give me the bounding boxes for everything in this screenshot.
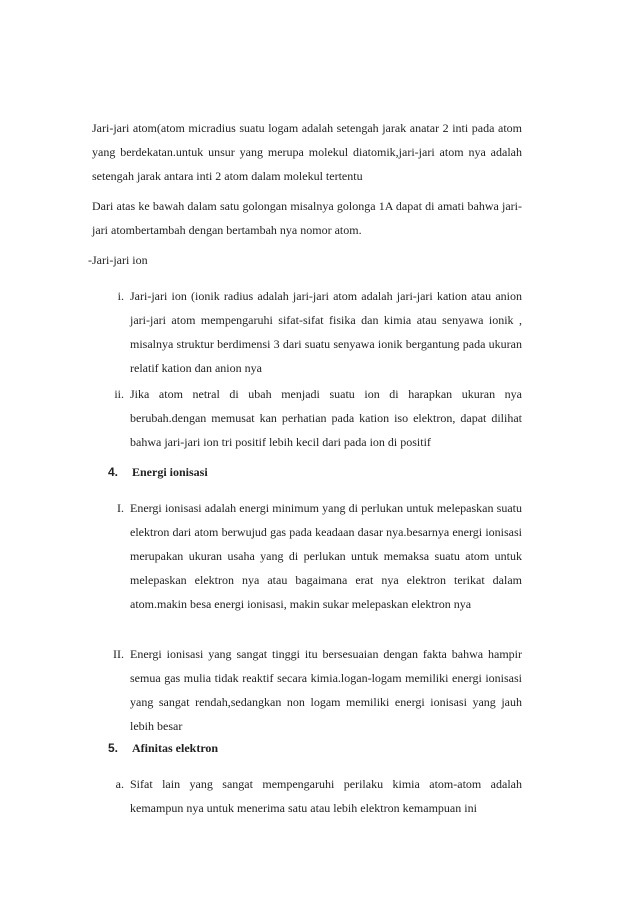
list-item-text: Jari-jari ion (ionik radius adalah jari-jari atom adalah jari-jari kation atau anion jari-jari atom mempengaruhi sifat-sifat fisika dan kimia atau senyawa ionik , misalnya struktur berdimensi 3 dari suatu senyawa ionik bergantung pada ukuran relatif kation dan anion nya: [130, 289, 522, 375]
section-heading-electron-affinity: [108, 736, 218, 760]
section-title: Energi ionisasi: [132, 465, 208, 479]
list-item-number: i.: [117, 289, 124, 303]
section-number: 4.: [108, 465, 119, 479]
list-item-number: I.: [117, 501, 124, 515]
section-ionic-radius-heading: -Jari-jari ion: [88, 253, 148, 267]
list-item-text: Jika atom netral di ubah menjadi suatu ion di harapkan ukuran nya berubah.dengan memusat kan perhatian pada kation iso elektron, dapat dilihat bahwa jari-jari ion tri positif lebih kecil dari pada ion di positif: [130, 387, 522, 449]
section-heading-ionization-energy: [108, 460, 208, 484]
list-item: [92, 496, 522, 616]
list-item: [92, 772, 522, 820]
section-number: 5.: [108, 741, 119, 755]
list-item-number: a.: [115, 777, 124, 791]
section-title: Afinitas elektron: [132, 741, 219, 755]
list-item-text: Sifat lain yang sangat mempengaruhi perilaku kimia atom-atom adalah kemampun nya untuk menerima satu atau lebih elektron kemampuan ini: [130, 777, 522, 815]
list-item: [92, 642, 522, 738]
list-item: [92, 284, 522, 380]
list-item-text: Energi ionisasi yang sangat tinggi itu bersesuaian dengan fakta bahwa hampir semua gas mulia tidak reaktif secara kimia.logan-logam memiliki energi ionisasi yang sangat rendah,sedangkan non logam memiliki energi ionisasi yang jauh lebih besar: [130, 647, 522, 733]
list-item-text: Energi ionisasi adalah energi minimum yang di perlukan untuk melepaskan suatu elektron dari atom berwujud gas pada keadaan dasar nya.besarnya energi ionisasi merupakan ukuran usaha yang di perlukan untuk memaksa suatu atom untuk melepaskan elektron nya atau bagaimana erat nya elektron terikat dalam atom.makin besa energi ionisasi, makin sukar melepaskan elektron nya: [130, 501, 522, 611]
list-item-number: II.: [113, 647, 124, 661]
paragraph-group-trend: Dari atas ke bawah dalam satu golongan misalnya golonga 1A dapat di amati bahwa jari-jari atombertambah dengan bertambah nya nomor atom.: [92, 199, 522, 237]
list-item-number: ii.: [114, 387, 124, 401]
list-item: [92, 382, 522, 454]
paragraph-atomic-radius: Jari-jari atom(atom micradius suatu logam adalah setengah jarak anatar 2 inti pada atom yang berdekatan.untuk unsur yang merupa molekul diatomik,jari-jari atom nya adalah setengah jarak antara inti 2 atom dalam molekul tertentu: [92, 121, 522, 183]
